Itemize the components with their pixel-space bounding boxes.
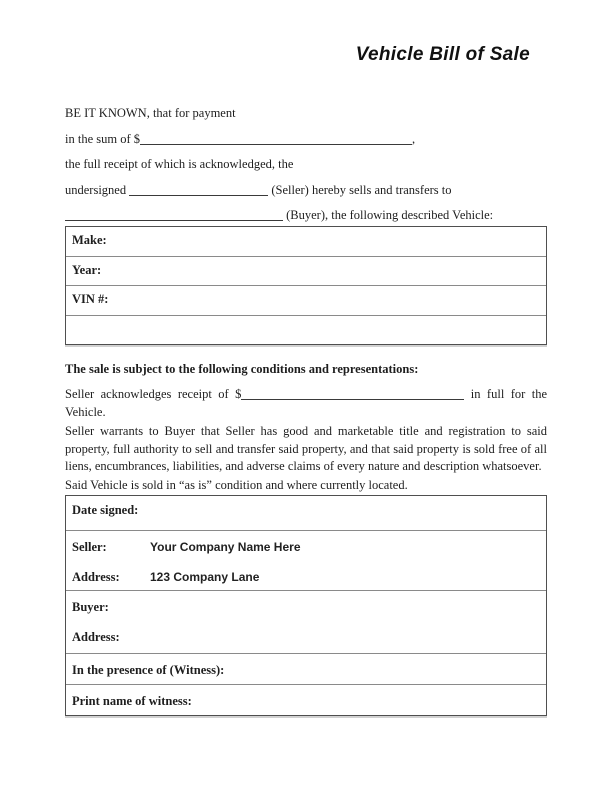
date-signed-label: Date signed: <box>72 502 139 517</box>
sum-suffix-text: , <box>412 131 416 146</box>
receipt-suffix-text: in full for the Vehicle. <box>65 387 547 419</box>
receipt-ack-line <box>65 157 547 172</box>
page-content <box>0 45 612 716</box>
receipt-prefix-text: Seller acknowledges receipt of $ <box>65 387 242 401</box>
make-label: Make: <box>72 233 107 247</box>
payment-line-text: BE IT KNOWN, that for payment <box>65 106 236 120</box>
sum-line <box>65 132 547 147</box>
buyer-line <box>65 208 547 223</box>
warranty-paragraph: Seller warrants to Buyer that Seller has good and marketable title and registration to said property, full authority to sell and transfer said property, and that said property is sold free of all liens, encumbrances, liabilities, and adverse claims of every nature and description whatsoever. <box>65 424 547 473</box>
vehicle-make-row <box>66 227 546 256</box>
vehicle-vin-row <box>66 285 546 315</box>
seller-name-line <box>72 539 540 555</box>
vehicle-empty-row <box>66 315 546 344</box>
seller-company-name: Your Company Name Here <box>150 539 301 554</box>
seller-company-address: 123 Company Lane <box>150 569 260 584</box>
buyer-info-row <box>66 590 546 653</box>
vehicle-year-row <box>66 256 546 285</box>
vehicle-info-table <box>65 226 547 345</box>
signature-table <box>65 495 547 716</box>
receipt-ack-text: the full receipt of which is acknowledged, the <box>65 157 294 171</box>
conditions-heading: The sale is subject to the following conditions and representations: <box>65 362 419 376</box>
document-title: Vehicle Bill of Sale <box>355 44 530 65</box>
buyer-address-line <box>72 629 540 645</box>
receipt-paragraph <box>65 386 547 421</box>
vin-label: VIN #: <box>72 292 109 306</box>
undersigned-prefix-text: undersigned <box>65 182 127 197</box>
receipt-amount-blank <box>241 388 464 400</box>
seller-suffix-text: (Seller) hereby sells and transfers to <box>271 182 452 197</box>
undersigned-line <box>65 183 547 198</box>
seller-info-row <box>66 530 546 590</box>
buyer-name-line <box>72 599 540 615</box>
year-label: Year: <box>72 263 102 277</box>
witness-row <box>66 653 546 684</box>
buyer-label: Buyer: <box>72 599 109 614</box>
seller-address-line <box>72 569 540 585</box>
witness-print-label: Print name of witness: <box>72 693 192 708</box>
intro-section <box>65 106 547 223</box>
seller-name-blank <box>129 184 268 196</box>
buyer-name-blank <box>65 209 283 221</box>
as-is-paragraph: Said Vehicle is sold in “as is” condition and where currently located. <box>65 477 408 492</box>
witness-print-row <box>66 684 546 715</box>
buyer-suffix-text: (Buyer), the following described Vehicle: <box>286 208 494 222</box>
payment-line <box>65 106 547 121</box>
witness-label: In the presence of (Witness): <box>72 662 225 677</box>
date-signed-row <box>66 496 546 530</box>
sum-amount-blank <box>140 133 412 145</box>
sum-prefix-text: in the sum of $ <box>65 131 140 146</box>
seller-label: Seller: <box>72 539 107 554</box>
buyer-address-label: Address: <box>72 629 120 644</box>
seller-address-label: Address: <box>72 569 120 584</box>
